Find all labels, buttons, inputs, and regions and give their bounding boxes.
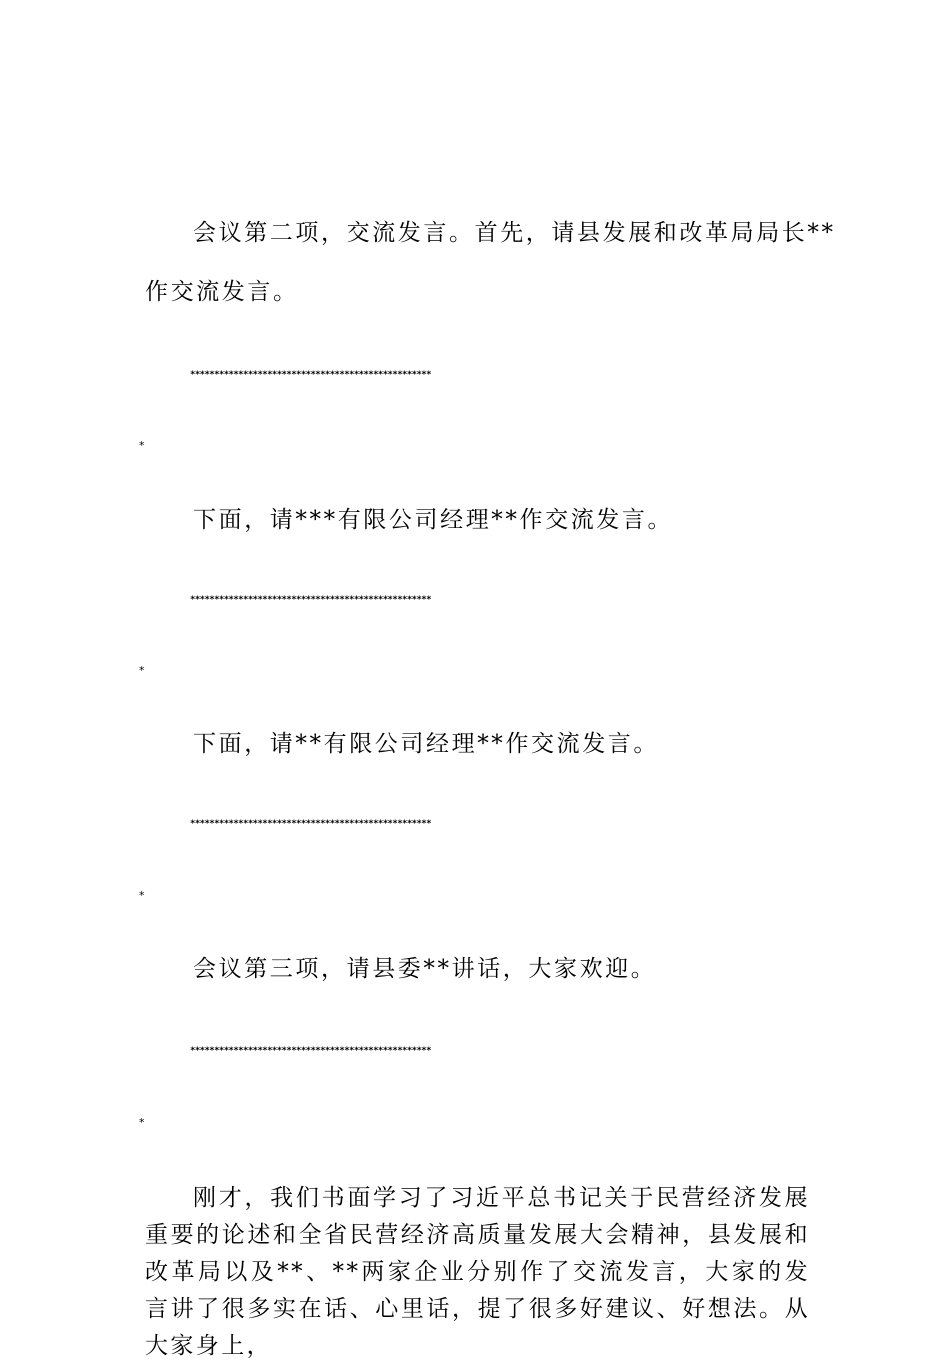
- asterisk-mark-3: *: [139, 889, 145, 902]
- star-separator-2: **************************************************: [190, 595, 431, 605]
- paragraph-4: 会议第三项，请县委**讲话，大家欢迎。: [193, 956, 657, 982]
- paragraph-1-line-1: 会议第二项，交流发言。首先，请县发展和改革局局长**: [193, 220, 836, 246]
- star-separator-3: **************************************************: [190, 819, 431, 829]
- asterisk-mark-4: *: [139, 1116, 145, 1129]
- paragraph-3: 下面，请**有限公司经理**作交流发言。: [193, 731, 659, 757]
- paragraph-2: 下面，请***有限公司经理**作交流发言。: [193, 507, 674, 533]
- asterisk-mark-2: *: [139, 664, 145, 677]
- paragraph-1-line-2: 作交流发言。: [145, 279, 299, 305]
- star-separator-4: **************************************************: [190, 1046, 431, 1056]
- asterisk-mark-1: *: [139, 439, 145, 452]
- star-separator-1: **************************************************: [190, 370, 431, 380]
- paragraph-5: 刚才，我们书面学习了习近平总书记关于民营经济发展重要的论述和全省民营经济高质量发展大会精神，县发展和改革局以及**、**两家企业分别作了交流发言，大家的发言讲了很多实在话、心里话，提了很多好建议、好想法。从大家身上，: [145, 1185, 810, 1359]
